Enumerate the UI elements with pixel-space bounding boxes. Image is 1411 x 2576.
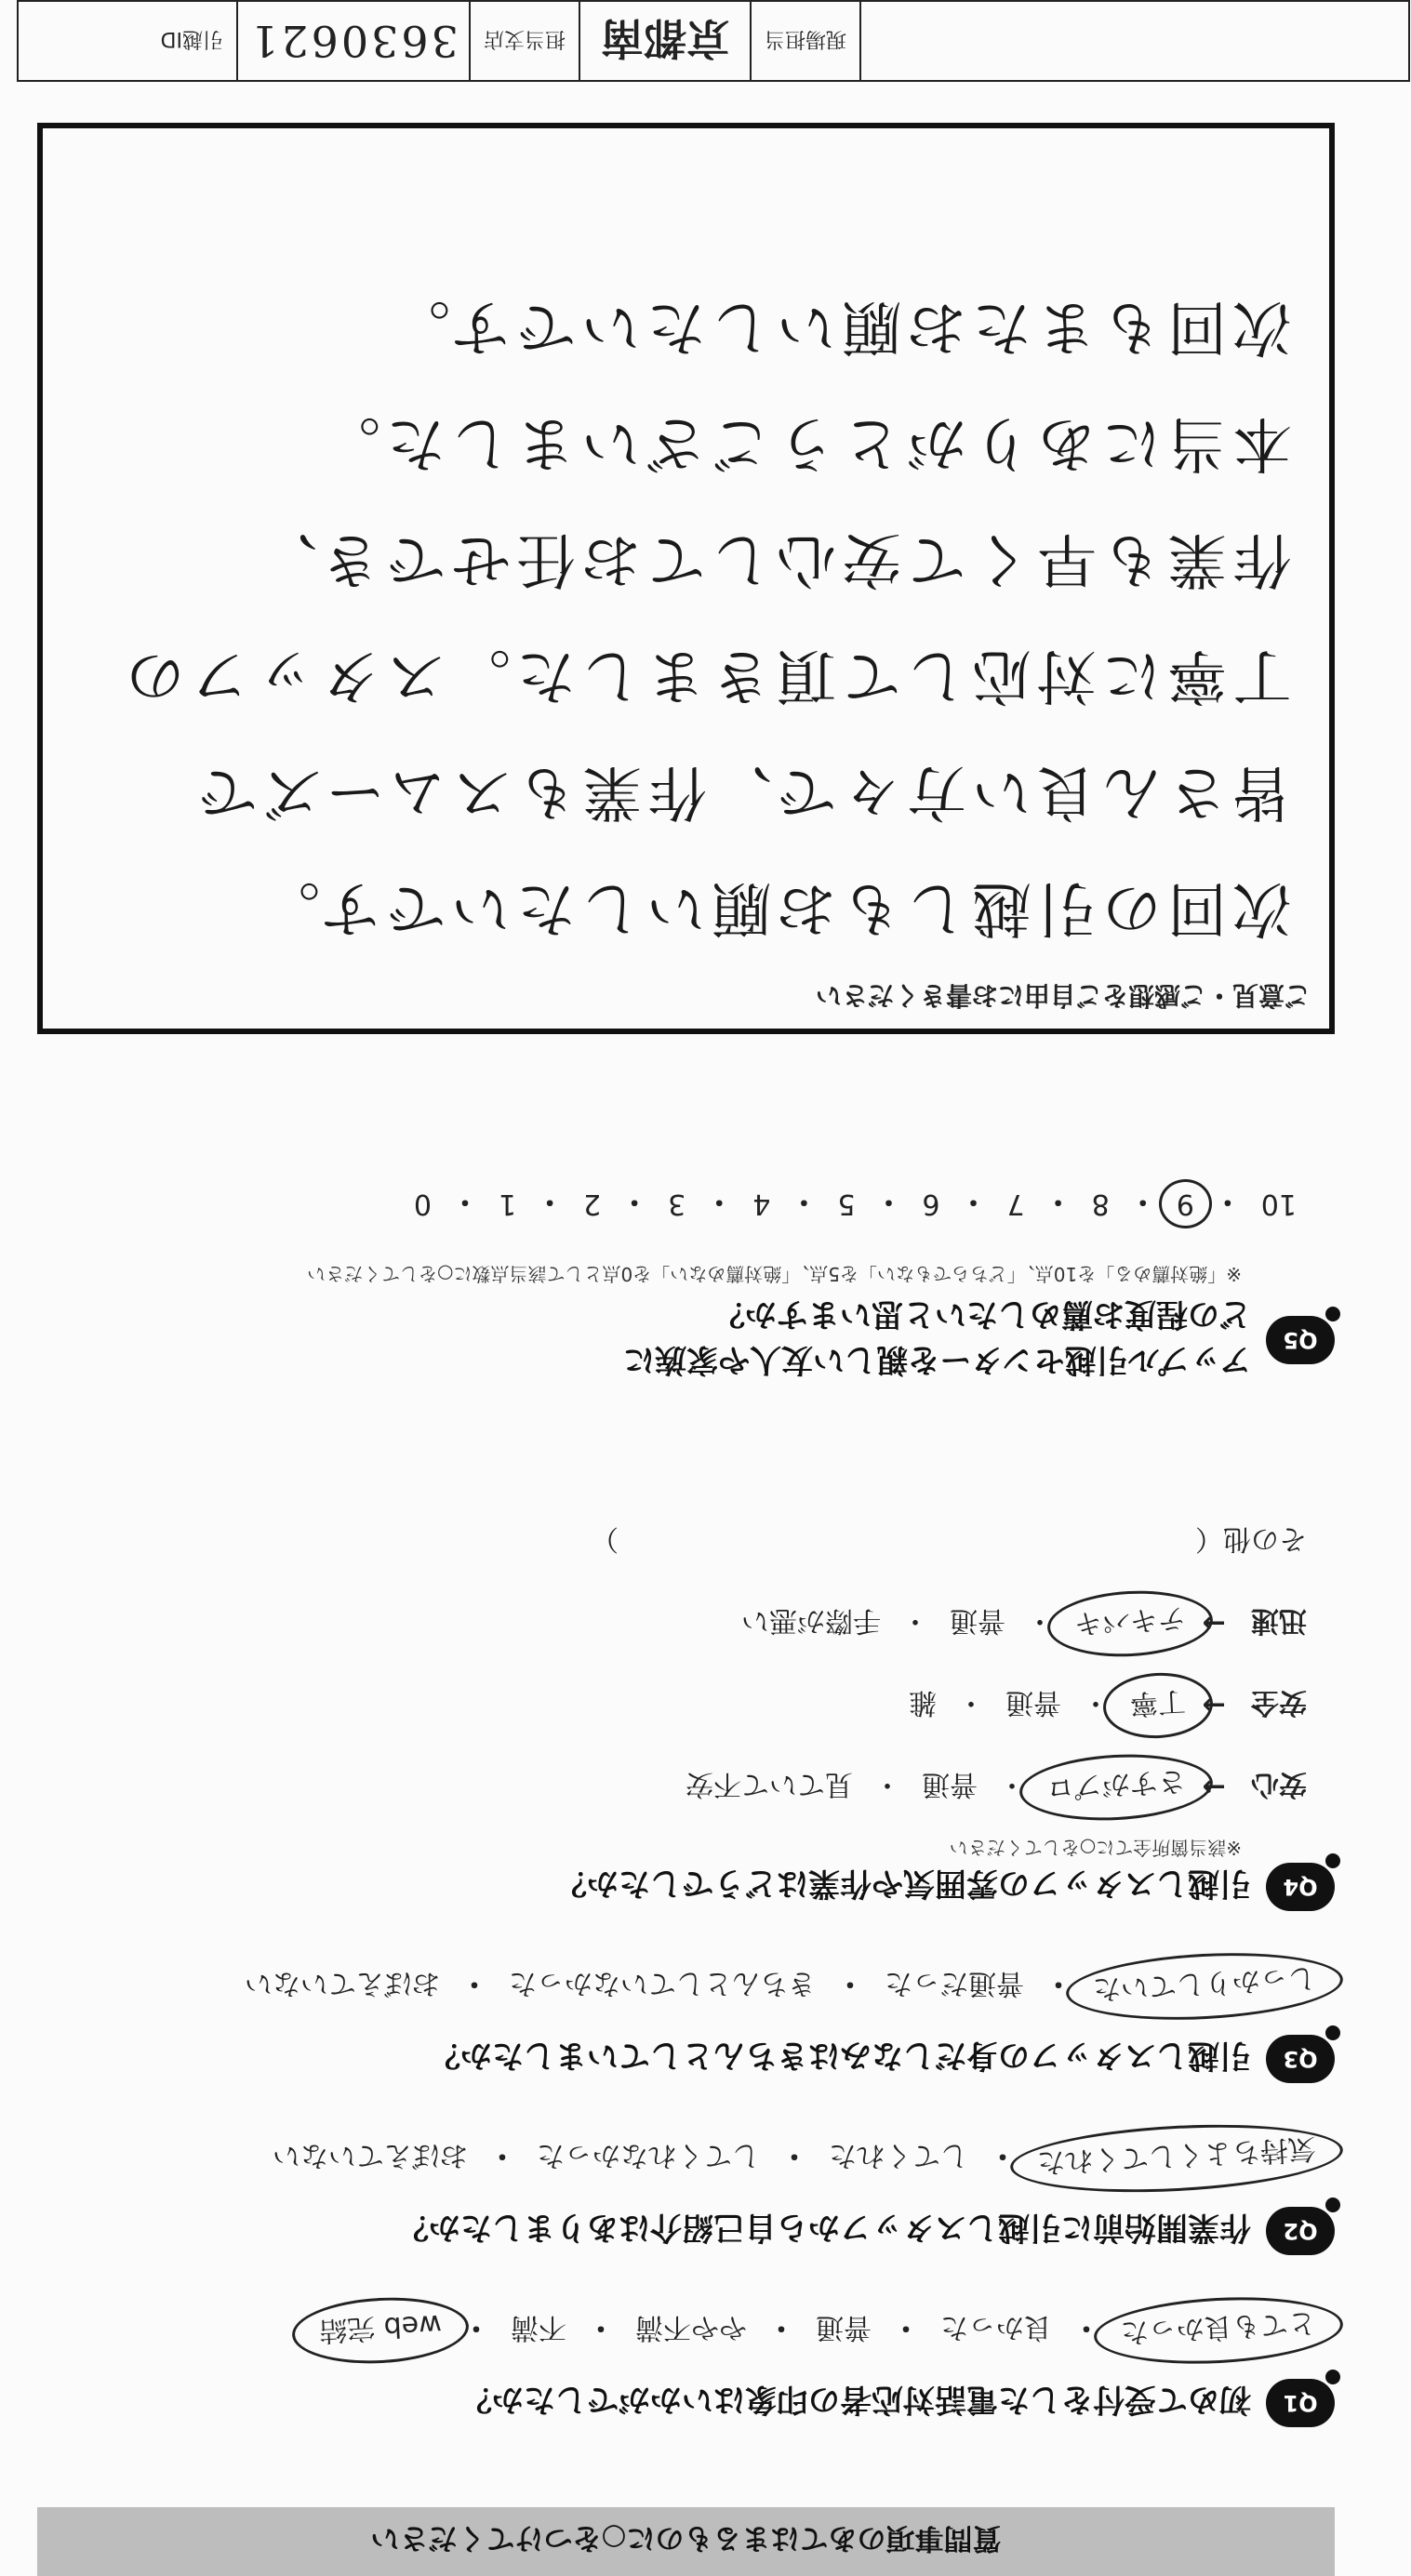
q1-option[interactable]: 不満	[511, 2311, 566, 2344]
question-3	[245, 1960, 1335, 2083]
question-4	[555, 1481, 1335, 1911]
q5-scale: 10 ・ 9 ・ 8 ・ 7 ・ 6 ・ 5 ・ 4 ・ 3 ・ 2 ・ 1 ・ 0	[307, 1184, 1316, 1225]
q4-badge: Q4	[1266, 1863, 1335, 1911]
q3-option[interactable]: 普通だった	[885, 1967, 1024, 1999]
q5-title-line2: どの程度お薦めしたいと思いますか？	[713, 1295, 1251, 1333]
arrow-icon: →	[1202, 1607, 1226, 1640]
q4-option[interactable]: 雑	[909, 1686, 937, 1719]
q2-option[interactable]: してくれた	[829, 2139, 968, 2171]
q4-option[interactable]: 見ていて不安	[686, 1768, 853, 1800]
question-2	[273, 2131, 1335, 2255]
q2-option[interactable]: してくれなかった	[537, 2139, 760, 2171]
q1-option[interactable]: 普通	[816, 2311, 872, 2344]
q4-row-anshin: 安心 → さすがプロ ・ 普通 ・ 見ていて不安	[555, 1767, 1307, 1808]
comment-line: 本当にありがとうございました。	[315, 408, 1292, 477]
q1-badge: Q1	[1266, 2379, 1335, 2427]
q4-note: ※該当箇所全てに○をしてください	[949, 1837, 1242, 1859]
scale-point[interactable]: 4	[752, 1188, 771, 1221]
q5-badge: Q5	[1266, 1316, 1335, 1364]
arrow-icon: →	[1202, 1689, 1226, 1722]
q3-option[interactable]: しっかりしていた	[1064, 1946, 1344, 2026]
q4-other	[555, 1521, 1307, 1562]
comment-line: 次回の引越しもお願いしたいです。	[255, 873, 1292, 942]
q4-option[interactable]: 丁寧	[1101, 1670, 1215, 1741]
q3-option[interactable]: おぼえていない	[245, 1967, 440, 1999]
handwritten-comment	[43, 268, 1329, 965]
q1-title: 初めて受付をした電話対応者の印象はいかがでしたか？	[460, 2381, 1251, 2419]
scale-point-selected[interactable]: 9	[1159, 1180, 1212, 1229]
q4-option[interactable]: さすがプロ	[1018, 1750, 1214, 1826]
scale-point[interactable]: 10	[1260, 1188, 1297, 1221]
comment-line: 丁寧に対応して頂きました。スタッフの	[120, 641, 1292, 710]
scale-point[interactable]: 3	[668, 1188, 686, 1221]
scale-point[interactable]: 1	[498, 1188, 517, 1221]
footer-strip	[17, 0, 1410, 82]
comment-line: 次回もまたお願いしたいです。	[385, 292, 1292, 361]
q4-option[interactable]: 普通	[1005, 1686, 1061, 1719]
q4-option[interactable]: 普通	[950, 1604, 1005, 1637]
q1-option[interactable]: 良かった	[940, 2311, 1052, 2344]
q4-row-label: 迅速	[1251, 1604, 1307, 1637]
q1-option[interactable]: やや不満	[635, 2311, 747, 2344]
q4-row-label: 安心	[1251, 1768, 1307, 1800]
q5-note: ※「絶対薦める」を10点、「どちらでもない」を5点、「絶対薦めない」を0点として該当点数に○をしてください	[307, 1263, 1242, 1285]
move-id-value: 3630621	[238, 2, 471, 80]
footer-blank	[861, 2, 1408, 80]
branch-label: 担当支店	[471, 2, 580, 80]
q4-option[interactable]: テキパキ	[1045, 1587, 1214, 1660]
q2-options: 気持ちよくしてくれた ・ してくれた ・ してくれなかった ・ おぼえていない	[273, 2138, 1316, 2179]
q4-title: 引越しスタッフの雰囲気や作業はどうでしたか？	[555, 1865, 1251, 1903]
comment-line: 作業も早くて安心してお任せでき、	[252, 524, 1292, 593]
q2-option[interactable]: おぼえていない	[273, 2139, 468, 2171]
q4-option[interactable]: 手際が悪い	[741, 1604, 881, 1637]
arrow-icon: →	[1202, 1771, 1226, 1804]
q2-option[interactable]: 気持ちよくしてくれた	[1008, 2118, 1344, 2200]
scale-point[interactable]: 5	[837, 1188, 856, 1221]
q3-title: 引越しスタッフの身だしなみはきちんとしていましたか？	[429, 2037, 1251, 2075]
q4-row-anzen: 安全 → 丁寧 ・ 普通 ・ 雑	[555, 1685, 1307, 1726]
scale-point[interactable]: 6	[922, 1188, 940, 1221]
q2-title: 作業開始前に引越しスタッフから自己紹介はありましたか？	[397, 2209, 1251, 2247]
q4-row-jinsoku: 迅速 → テキパキ ・ 普通 ・ 手際が悪い	[555, 1603, 1307, 1644]
q3-option[interactable]: きちんとしていなかった	[509, 1967, 816, 1999]
q4-other-close: ）	[591, 1522, 619, 1555]
q1-options: とても良かった ・ 良かった ・ 普通 ・ やや不満 ・ 不満 ・ web 完結	[319, 2310, 1316, 2351]
scale-point[interactable]: 7	[1006, 1188, 1025, 1221]
scale-point[interactable]: 2	[583, 1188, 602, 1221]
q3-options: しっかりしていた ・ 普通だった ・ きちんとしていなかった ・ おぼえていない	[245, 1966, 1316, 2007]
q4-rows	[555, 1521, 1307, 1808]
q4-row-label: 安全	[1251, 1686, 1307, 1719]
question-1	[318, 2305, 1335, 2427]
q5-title-line1: アップル引越センターを親しい友人や家族に	[623, 1341, 1251, 1378]
move-id-label: 引越ID	[148, 2, 238, 80]
comment-line: 皆さん良い方々で、作業もスムーズで	[192, 757, 1292, 826]
q3-badge: Q3	[1266, 2035, 1335, 2083]
scale-point[interactable]: 0	[413, 1188, 432, 1221]
q2-badge: Q2	[1266, 2207, 1335, 2255]
scale-point[interactable]: 8	[1091, 1188, 1110, 1221]
q1-option[interactable]: web 完結	[291, 2293, 471, 2368]
q4-option[interactable]: 普通	[922, 1768, 978, 1800]
branch-value: 京都南	[580, 2, 752, 80]
comment-heading: ご意見・ご感想をご自由にお書きください	[815, 980, 1311, 1011]
q1-option[interactable]: とても良かった	[1092, 2291, 1344, 2370]
staff-label: 現場担当	[752, 2, 861, 80]
instruction-banner: 質問事項のあてはまるものに○をつけてください	[37, 2507, 1335, 2576]
comment-box[interactable]	[37, 123, 1335, 1034]
q4-other-label: その他（	[1195, 1522, 1307, 1555]
question-5	[307, 1184, 1335, 1386]
